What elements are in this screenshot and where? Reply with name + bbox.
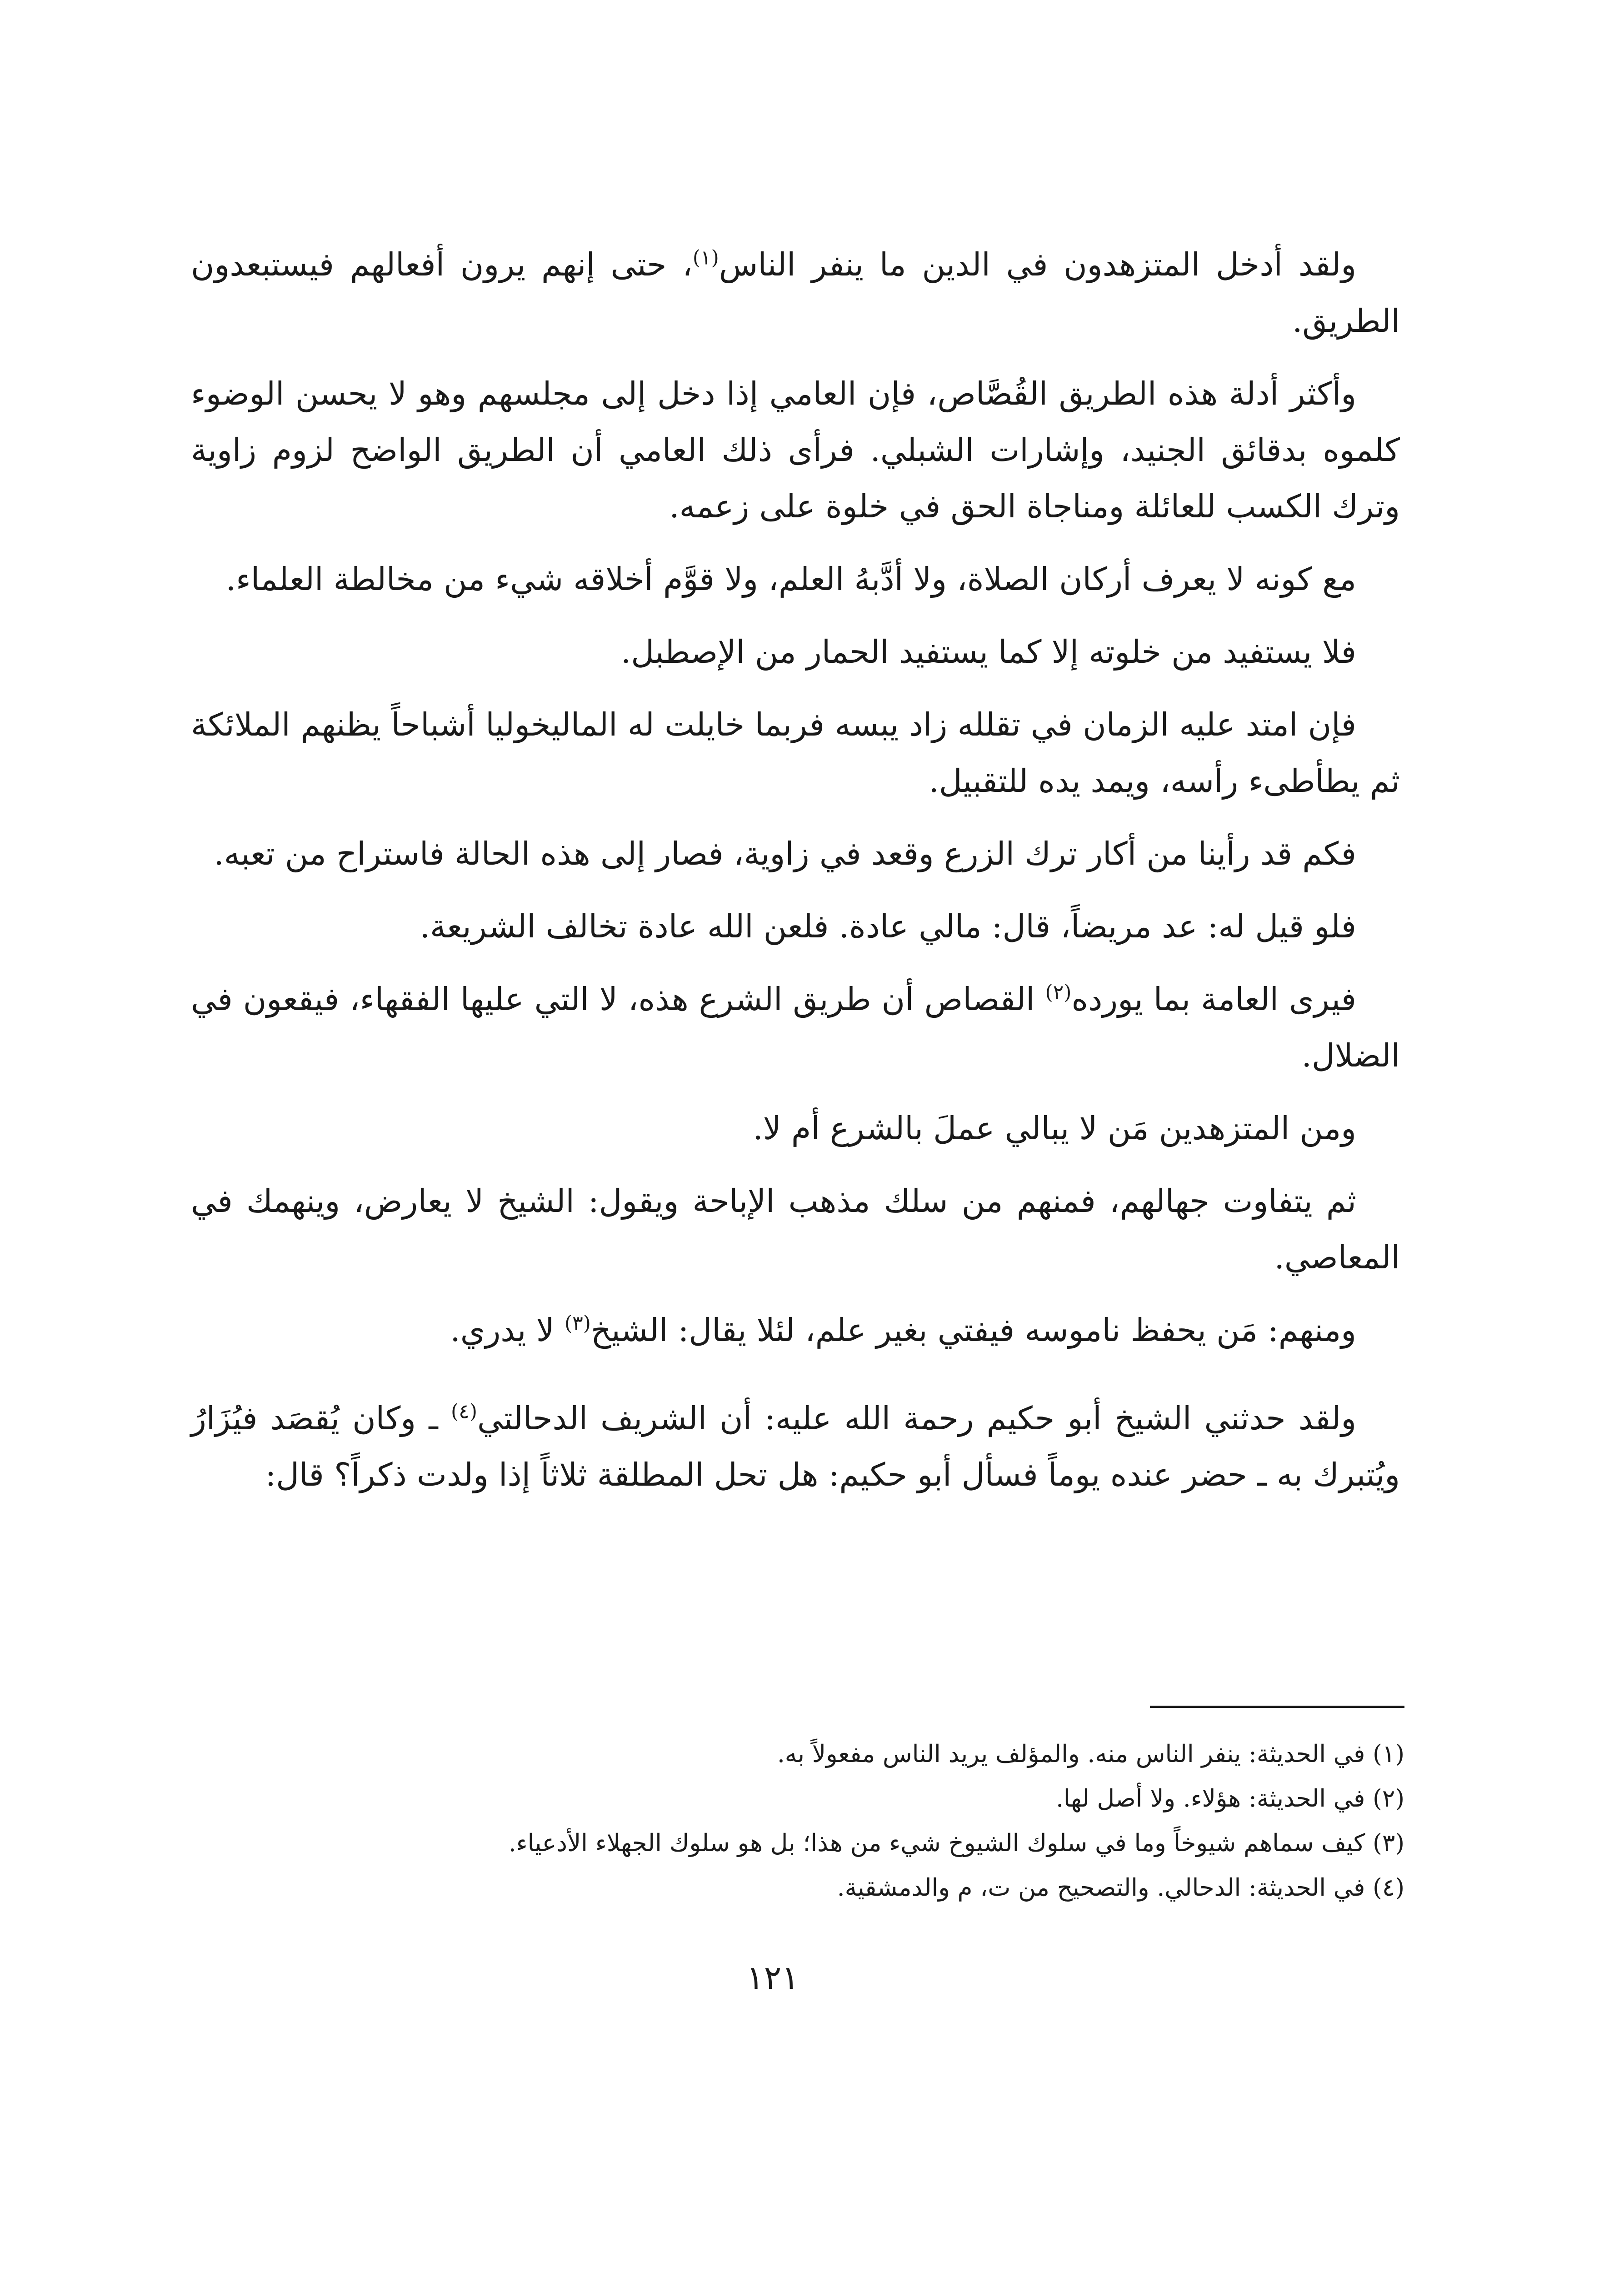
footnote-marker: (٣) [564, 1312, 591, 1335]
paragraph-text: فيرى العامة بما يورده [1071, 981, 1357, 1018]
footnote-marker: (٢) [1045, 981, 1072, 1004]
paragraph-text: ثم يتفاوت جهالهم، فمنهم من سلك مذهب الإباحة ويقول: الشيخ لا يعارض، وينهمك في المعاصي. [191, 1182, 1400, 1276]
paragraph-text: مع كونه لا يعرف أركان الصلاة، ولا أدَّبهُ العلم، ولا قوَّم أخلاقه شيء من مخالطة العلماء. [225, 561, 1356, 598]
paragraph [191, 624, 1400, 680]
footnote: (٣) كيف سماهم شيوخاً وما في سلوك الشيوخ شيء من هذا؛ بل هو سلوك الجهلاء الأدعياء. [508, 1829, 1404, 1857]
paragraph-text-continued: ، حتى إنهم يرون أفعالهم فيستبعدون الطريق. [191, 246, 1400, 340]
paragraph-text-continued: القصاص أن طريق الشرع هذه، لا التي عليها الفقهاء، فيقعون في الضلال. [191, 981, 1400, 1074]
paragraph-text-continued: ـ وكان يُقصَد فيُزَارُ ويُتبرك به ـ حضر عنده يوماً فسأل أبو حكيم: هل تحل المطلقة ثلاثاً إذا ولدت ذكراً؟ قال: [191, 1400, 1400, 1493]
paragraph [191, 1100, 1400, 1157]
footnotes [355, 1732, 1404, 1910]
footnote-separator [1150, 1706, 1404, 1708]
paragraph-text: ولقد حدثني الشيخ أبو حكيم رحمة الله عليه: أن الشريف الدحالتي [477, 1400, 1356, 1437]
footnote: (١) في الحديثة: ينفر الناس منه. والمؤلف يريد الناس مفعولاً به. [777, 1740, 1404, 1768]
paragraph [191, 365, 1400, 535]
paragraph [191, 1173, 1400, 1286]
paragraph-text-continued: لا يدري. [450, 1312, 565, 1349]
paragraph [191, 971, 1400, 1084]
paragraph [191, 696, 1400, 809]
paragraph-text: فلا يستفيد من خلوته إلا كما يستفيد الحمار من الإصطبل. [621, 633, 1356, 671]
paragraph-text: وأكثر أدلة هذه الطريق القُصَّاص، فإن العامي إذا دخل إلى مجلسهم وهو لا يحسن الوضوء كلموه بدقائق الجنيد، وإشارات الشبلي. فرأى ذلك العامي أن الطريق الواضح لزوم زاوية وترك الكسب للعائلة ومناجاة الحق في خلوة على زعمه. [191, 375, 1400, 525]
body-text [191, 236, 1400, 1519]
paragraph [191, 826, 1400, 882]
paragraph-text: ومن المتزهدين مَن لا يبالي عملَ بالشرع أم لا. [753, 1110, 1356, 1147]
paragraph [191, 236, 1400, 349]
footnote: (٢) في الحديثة: هؤلاء. ولا أصل لها. [1056, 1785, 1404, 1812]
paragraph [191, 898, 1400, 955]
paragraph-text: فإن امتد عليه الزمان في تقلله زاد يبسه فربما خايلت له الماليخوليا أشباحاً يظنهم الملائكة ثم يطأطىء رأسه، ويمد يده للتقبيل. [191, 706, 1400, 800]
paragraph [191, 551, 1400, 607]
page-number: ١٢١ [746, 1958, 799, 1997]
paragraph-text: فلو قيل له: عد مريضاً، قال: مالي عادة. فلعن الله عادة تخالف الشريعة. [420, 908, 1356, 945]
paragraph-text: ولقد أدخل المتزهدون في الدين ما ينفر الناس [719, 246, 1357, 283]
footnote: (٤) في الحديثة: الدحالي. والتصحيح من ت، م والدمشقية. [837, 1874, 1404, 1902]
footnote-marker: (٤) [451, 1400, 478, 1423]
paragraph-text: ومنهم: مَن يحفظ ناموسه فيفتي بغير علم، لئلا يقال: الشيخ [590, 1312, 1356, 1349]
paragraph [191, 1302, 1400, 1358]
paragraph-text: فكم قد رأينا من أكار ترك الزرع وقعد في زاوية، فصار إلى هذه الحالة فاستراح من تعبه. [214, 835, 1356, 872]
footnote-marker: (١) [692, 246, 719, 270]
paragraph [191, 1390, 1400, 1503]
